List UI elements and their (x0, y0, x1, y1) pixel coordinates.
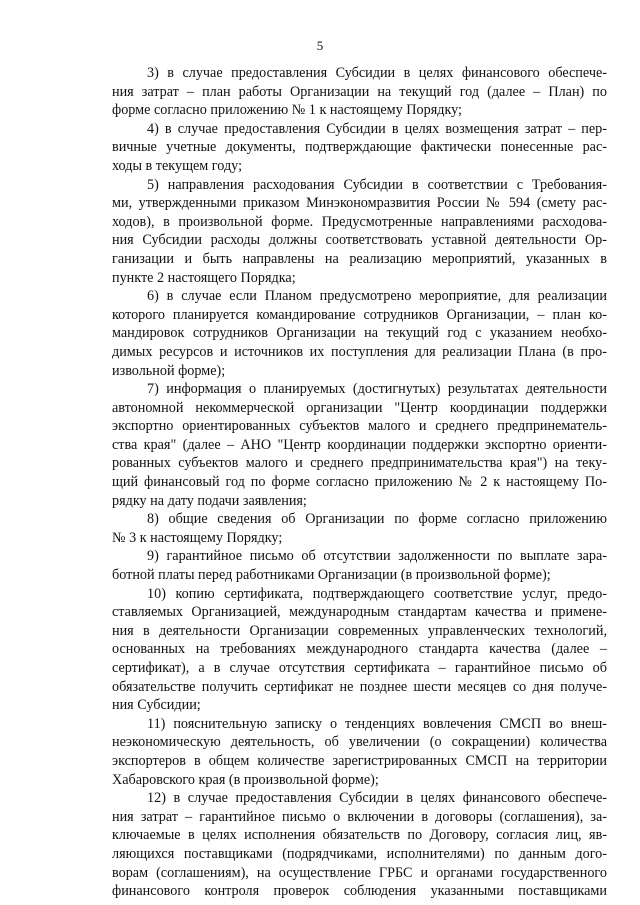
text-line: Хабаровского края (в произвольной форме); (112, 771, 379, 788)
text-line: ния в деятельности Организации современных управленческих технологий, (112, 622, 607, 639)
text-line: форме согласно приложению № 1 к настоящему Порядку; (112, 102, 462, 119)
text-line: ходов), в произвольной форме. Предусмотренные направлениями расходова- (112, 213, 607, 230)
text-line: ния затрат – план работы Организации на текущий год (далее – План) по (112, 83, 607, 100)
text-line: 6) в случае если Планом предусмотрено мероприятие, для реализации (147, 288, 607, 305)
text-line: ства края" (далее – АНО "Центр координации поддержки экспортно ориенти- (112, 436, 607, 453)
text-line: ния Субсидии расходы должны соответствовать уставной деятельности Ор- (112, 232, 607, 249)
text-line: ния Субсидии; (112, 697, 201, 714)
text-line: неэкономическую деятельность, об увеличении (о сокращении) количества (112, 734, 607, 751)
text-line: вичные учетные документы, подтверждающие фактически понесенные рас- (112, 139, 607, 156)
text-line: щий финансовый год по форме согласно приложению № 2 к настоящему По- (112, 474, 607, 491)
page-number: 5 (316, 38, 324, 53)
text-line: экспортеров в общем количестве зарегистрированных СМСП на территории (112, 752, 607, 769)
text-line: ния затрат – гарантийное письмо о включении в договоры (соглашения), за- (112, 808, 607, 825)
text-line: рованных субъектов малого и среднего предпринимательства края") на теку- (112, 455, 607, 472)
text-line: рядку на дату подачи заявления; (112, 492, 307, 509)
text-line: мандировок сотрудников Организации на текущий год с указанием необхо- (112, 325, 607, 342)
text-line: 8) общие сведения об Организации по форме согласно приложению (147, 511, 607, 528)
text-line: ляющихся поставщиками (подрядчиками, исполнителями) по данным дого- (112, 845, 607, 862)
text-line: 12) в случае предоставления Субсидии в целях финансового обеспече- (147, 790, 607, 807)
text-line: 4) в случае предоставления Субсидии в целях возмещения затрат – пер- (147, 120, 607, 137)
text-line: 11) пояснительную записку о тенденциях вовлечения СМСП во внеш- (147, 715, 607, 732)
text-line: 9) гарантийное письмо об отсутствии задолженности по выплате зара- (147, 548, 607, 565)
text-line: экспортно ориентированных субъектов малого и среднего предпринематель- (112, 418, 607, 435)
text-line: ворам (соглашениям), на осуществление ГРБС и органами государственного (112, 864, 607, 881)
text-line: автономной некоммерческой организации "Центр координации поддержки (112, 399, 607, 416)
text-line: обязательстве получить сертификат не позднее шести месяцев со дня получе- (112, 678, 607, 695)
text-line: ставляемых Организацией, международным стандартам качества и примене- (112, 604, 607, 621)
text-line: 5) направления расходования Субсидии в соответствии с Требования- (147, 176, 607, 193)
text-line: сертификат), а в случае отсутствия сертификата – гарантийное письмо об (112, 660, 607, 676)
text-line: 10) копию сертификата, подтверждающего соответствие услуг, предо- (147, 585, 607, 602)
text-line: извольной форме); (112, 362, 226, 379)
text-line: пункте 2 настоящего Порядка; (112, 269, 296, 286)
text-line: № 3 к настоящему Порядку; (112, 529, 283, 546)
text-line: 3) в случае предоставления Субсидии в целях финансового обеспече- (147, 65, 607, 81)
text-line: ми, утвержденными приказом Минэкономразвития России № 594 (смету рас- (112, 195, 607, 212)
text-line: ботной платы перед работниками Организации (в произвольной форме); (112, 567, 551, 584)
text-line: ганизации и быть направлены на реализацию мероприятий, указанных в (112, 250, 607, 267)
text-line: которого планируется командирование сотрудников Организации, – план ко- (112, 306, 607, 323)
text-line: ключаемые в целях исполнения обязательств по Договору, согласия лиц, яв- (112, 827, 607, 844)
document-body (112, 64, 607, 901)
text-line: 7) информация о планируемых (достигнутых) результатах деятельности (147, 381, 607, 398)
text-line: ходы в текущем году; (112, 157, 243, 174)
text-line: финансового контроля проверок соблюдения указанными поставщиками (112, 883, 607, 900)
text-line: основанных на требованиях международного стандарта качества (далее – (112, 641, 607, 658)
text-line: димых ресурсов и источников их поступления для реализации Плана (в про- (112, 343, 607, 360)
